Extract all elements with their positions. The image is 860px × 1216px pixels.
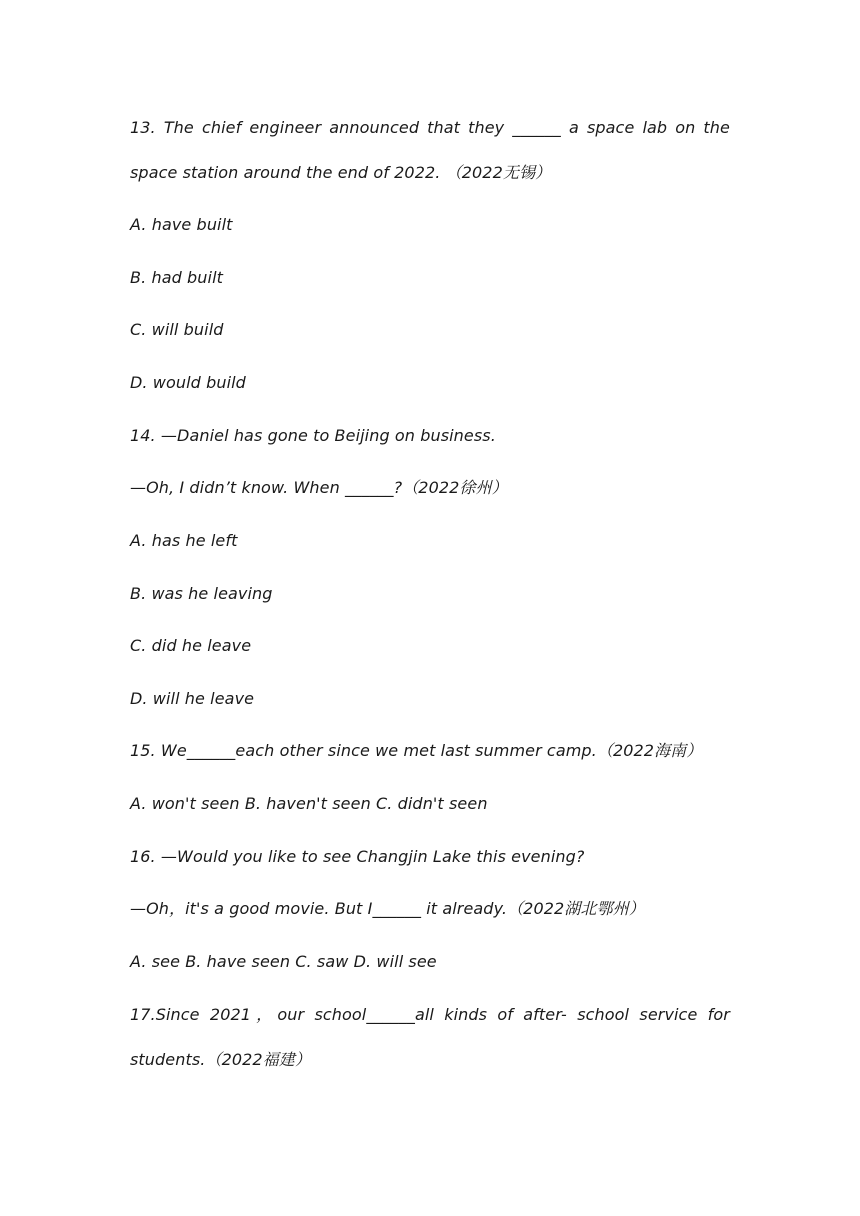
q14-option-b: B. was he leaving [130,584,273,603]
q14-option-a: A. has he left [130,531,238,550]
q16-options: A. see B. have seen C. saw D. will see [130,952,437,971]
q17-stem-line1: 17.Since 2021，our school______all kinds of after- school service for [130,1005,730,1024]
q16-stem-line1: 16. —Would you like to see Changjin Lake this evening? [130,847,585,866]
q13-option-a: A. have built [130,215,233,234]
q13-option-b: B. had built [130,268,223,287]
q15-options: A. won't seen B. haven't seen C. didn't seen [130,794,488,813]
q13-stem-line2: space station around the end of 2022. （2022无锡） [130,163,552,182]
q14-option-d: D. will he leave [130,689,255,708]
q16-stem-line2: —Oh，it's a good movie. But I______ it already.（2022湖北鄂州） [130,899,645,918]
q13-option-c: C. will build [130,320,224,339]
q17-stem-line2: students.（2022福建） [130,1050,312,1069]
q13-option-d: D. would build [130,373,246,392]
q14-option-c: C. did he leave [130,636,252,655]
q13-stem-line1: 13. The chief engineer announced that they ______ a space lab on the [130,118,730,137]
q15-stem: 15. We______each other since we met last summer camp.（2022海南） [130,741,703,760]
q14-stem-line2: —Oh, I didn’t know. When ______?（2022徐州） [130,478,508,497]
q14-stem-line1: 14. —Daniel has gone to Beijing on business. [130,426,496,445]
